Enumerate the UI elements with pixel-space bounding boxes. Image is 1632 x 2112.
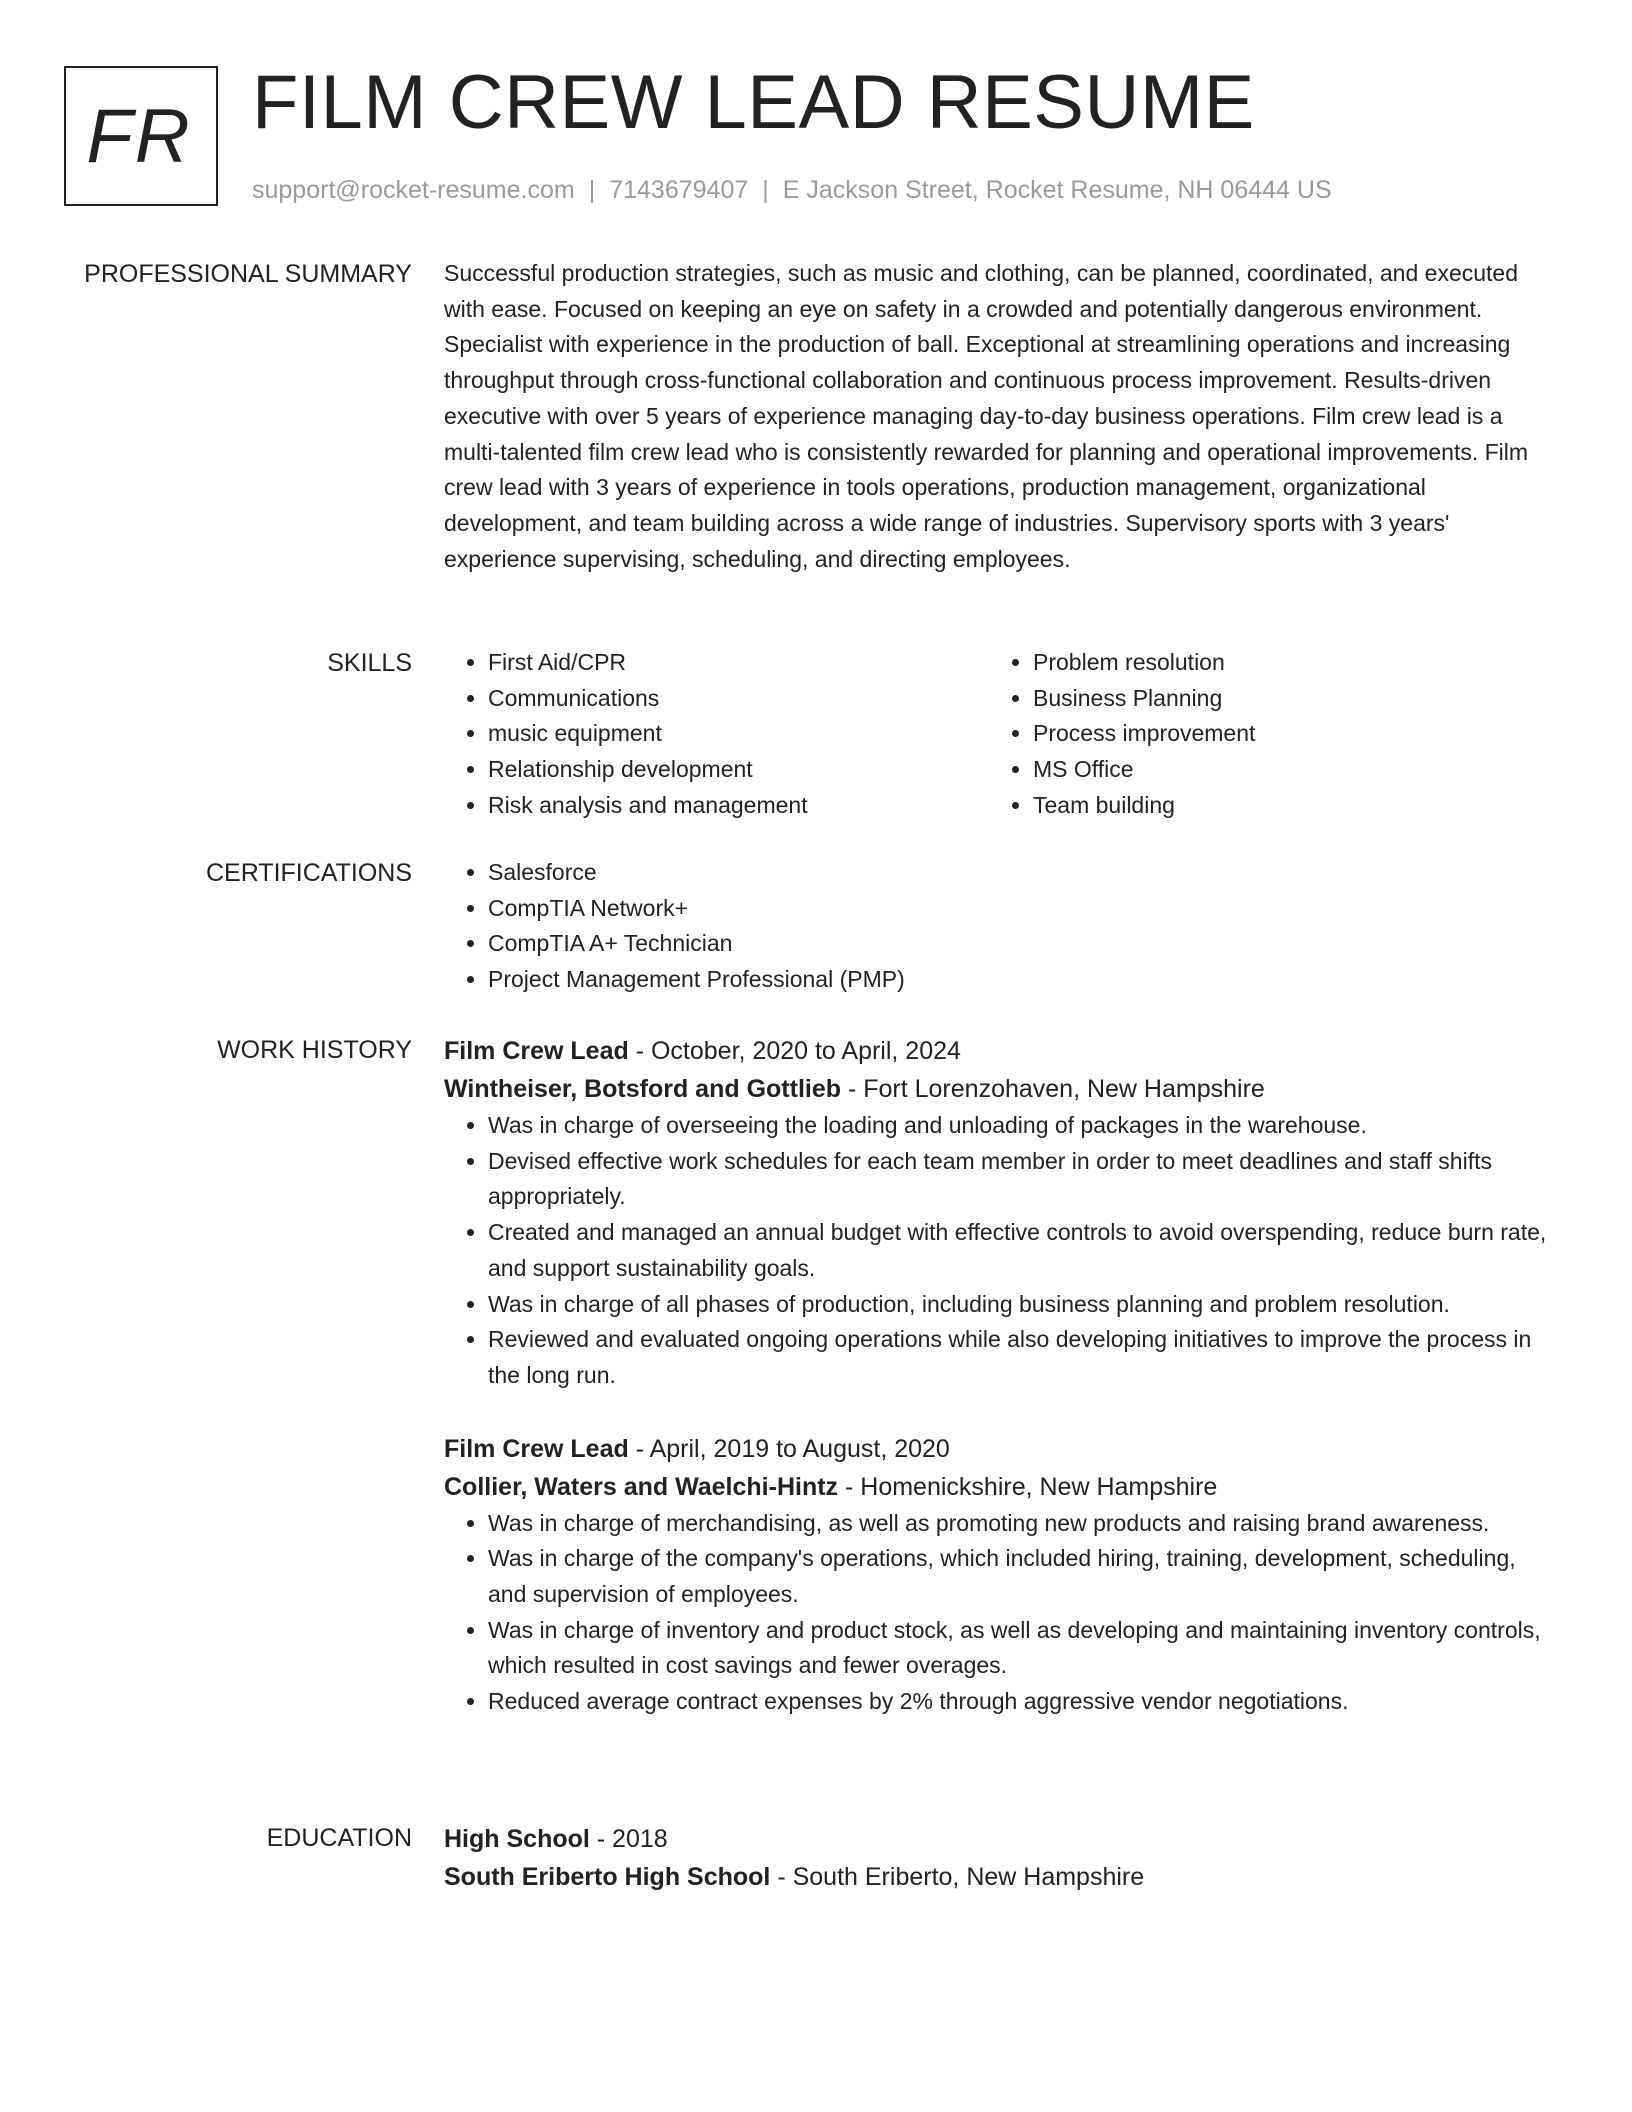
skill-item: • Team building	[1033, 788, 1534, 824]
job-company-line	[444, 1468, 1556, 1506]
skill-item: • First Aid/CPR	[488, 645, 989, 681]
job-bullet: • Was in charge of the company's operations, which included hiring, training, development, scheduling, and supervision of employees.	[488, 1541, 1556, 1612]
contact-line	[252, 174, 1332, 206]
skills-body	[444, 645, 1556, 824]
education-degree: High School	[444, 1825, 590, 1853]
contact-address: E Jackson Street, Rocket Resume, NH 06444 US	[782, 176, 1332, 204]
skill-item: • MS Office	[1033, 752, 1534, 788]
job-location: - Homenickshire, New Hampshire	[838, 1472, 1218, 1501]
contact-separator: |	[588, 176, 596, 204]
job-bullet: • Was in charge of merchandising, as well as promoting new products and raising brand awareness.	[488, 1506, 1556, 1542]
job-entry	[444, 1430, 1556, 1720]
certifications-body	[444, 855, 1556, 998]
job-dates: - October, 2020 to April, 2024	[628, 1037, 961, 1065]
skill-item: • Business Planning	[1033, 681, 1534, 717]
job-bullet: • Reduced average contract expenses by 2% through aggressive vendor negotiations.	[488, 1684, 1556, 1720]
section-label-certifications: CERTIFICATIONS	[205, 859, 412, 887]
education-degree-line	[444, 1820, 1556, 1858]
job-title: Film Crew Lead	[444, 1037, 629, 1065]
skill-item: • Problem resolution	[1033, 645, 1534, 681]
skill-item: • Relationship development	[488, 752, 989, 788]
skill-item: • Risk analysis and management	[488, 788, 989, 824]
section-label-skills: SKILLS	[327, 649, 412, 677]
job-company: Collier, Waters and Waelchi-Hintz	[444, 1472, 839, 1501]
education-school-line	[444, 1858, 1556, 1896]
certification-item: • CompTIA A+ Technician	[488, 926, 1556, 962]
contact-email: support@rocket-resume.com	[252, 176, 575, 204]
section-label-education: EDUCATION	[266, 1824, 412, 1852]
skill-item: • music equipment	[488, 716, 989, 752]
certification-item: • Salesforce	[488, 855, 1556, 891]
resume-title: FILM CREW LEAD RESUME	[252, 60, 1255, 145]
job-bullet: • Devised effective work schedules for each team member in order to meet deadlines and staff shifts appropriately.	[488, 1144, 1556, 1215]
job-title: Film Crew Lead	[444, 1434, 629, 1463]
section-label-summary: PROFESSIONAL SUMMARY	[84, 260, 412, 288]
job-dates: - April, 2019 to August, 2020	[628, 1434, 950, 1463]
section-label-work-history: WORK HISTORY	[217, 1036, 412, 1064]
job-company: Wintheiser, Botsford and Gottlieb	[444, 1075, 842, 1103]
summary-body	[444, 256, 1556, 577]
job-title-line	[444, 1032, 1556, 1070]
education-location: - South Eriberto, New Hampshire	[770, 1863, 1145, 1891]
summary-text: Successful production strategies, such as music and clothing, can be planned, coordinated, and executed with ease. Focused on keeping an eye on safety in a crowded and potentially dangerous environment. Specialist with experience in the production of ball. Exceptional at streamlining operations and increasing throughput through cross-functional collaboration and continuous process improvement. Results-driven executive with over 5 years of experience managing day-to-day business operations. Film crew lead is a multi-talented film crew lead who is consistently rewarded for planning and operational improvements. Film crew lead with 3 years of experience in tools operations, production management, organizational development, and team building across a wide range of industries. Supervisory sports with 3 years' experience supervising, scheduling, and directing employees.	[444, 260, 1529, 572]
monogram-badge	[64, 66, 218, 206]
job-location: - Fort Lorenzohaven, New Hampshire	[841, 1075, 1265, 1103]
education-body	[444, 1820, 1556, 1896]
contact-phone: 7143679407	[609, 176, 749, 204]
certification-item: • CompTIA Network+	[488, 891, 1556, 927]
skills-column-left	[444, 645, 989, 824]
job-bullet: • Created and managed an annual budget with effective controls to avoid overspending, reduce burn rate, and support sustainability goals.	[488, 1215, 1556, 1286]
job-entry	[444, 1032, 1556, 1394]
skill-item: • Process improvement	[1033, 716, 1534, 752]
skills-column-right	[989, 645, 1534, 824]
skill-item: • Communications	[488, 681, 989, 717]
contact-separator: |	[762, 176, 769, 204]
monogram-initials: FR	[86, 93, 192, 179]
education-school: South Eriberto High School	[444, 1863, 771, 1891]
job-company-line	[444, 1070, 1556, 1108]
job-bullet: • Was in charge of all phases of production, including business planning and problem resolution.	[488, 1287, 1556, 1323]
job-title-line	[444, 1430, 1556, 1468]
job-bullet: • Was in charge of inventory and product stock, as well as developing and maintaining inventory controls, which resulted in cost savings and fewer overages.	[488, 1613, 1556, 1684]
work-history-body	[444, 1032, 1556, 1720]
job-bullet: • Was in charge of overseeing the loading and unloading of packages in the warehouse.	[488, 1108, 1556, 1144]
education-year: - 2018	[589, 1825, 668, 1853]
certification-item: • Project Management Professional (PMP)	[488, 962, 1556, 998]
job-bullet: • Reviewed and evaluated ongoing operations while also developing initiatives to improve the process in the long run.	[488, 1322, 1556, 1393]
